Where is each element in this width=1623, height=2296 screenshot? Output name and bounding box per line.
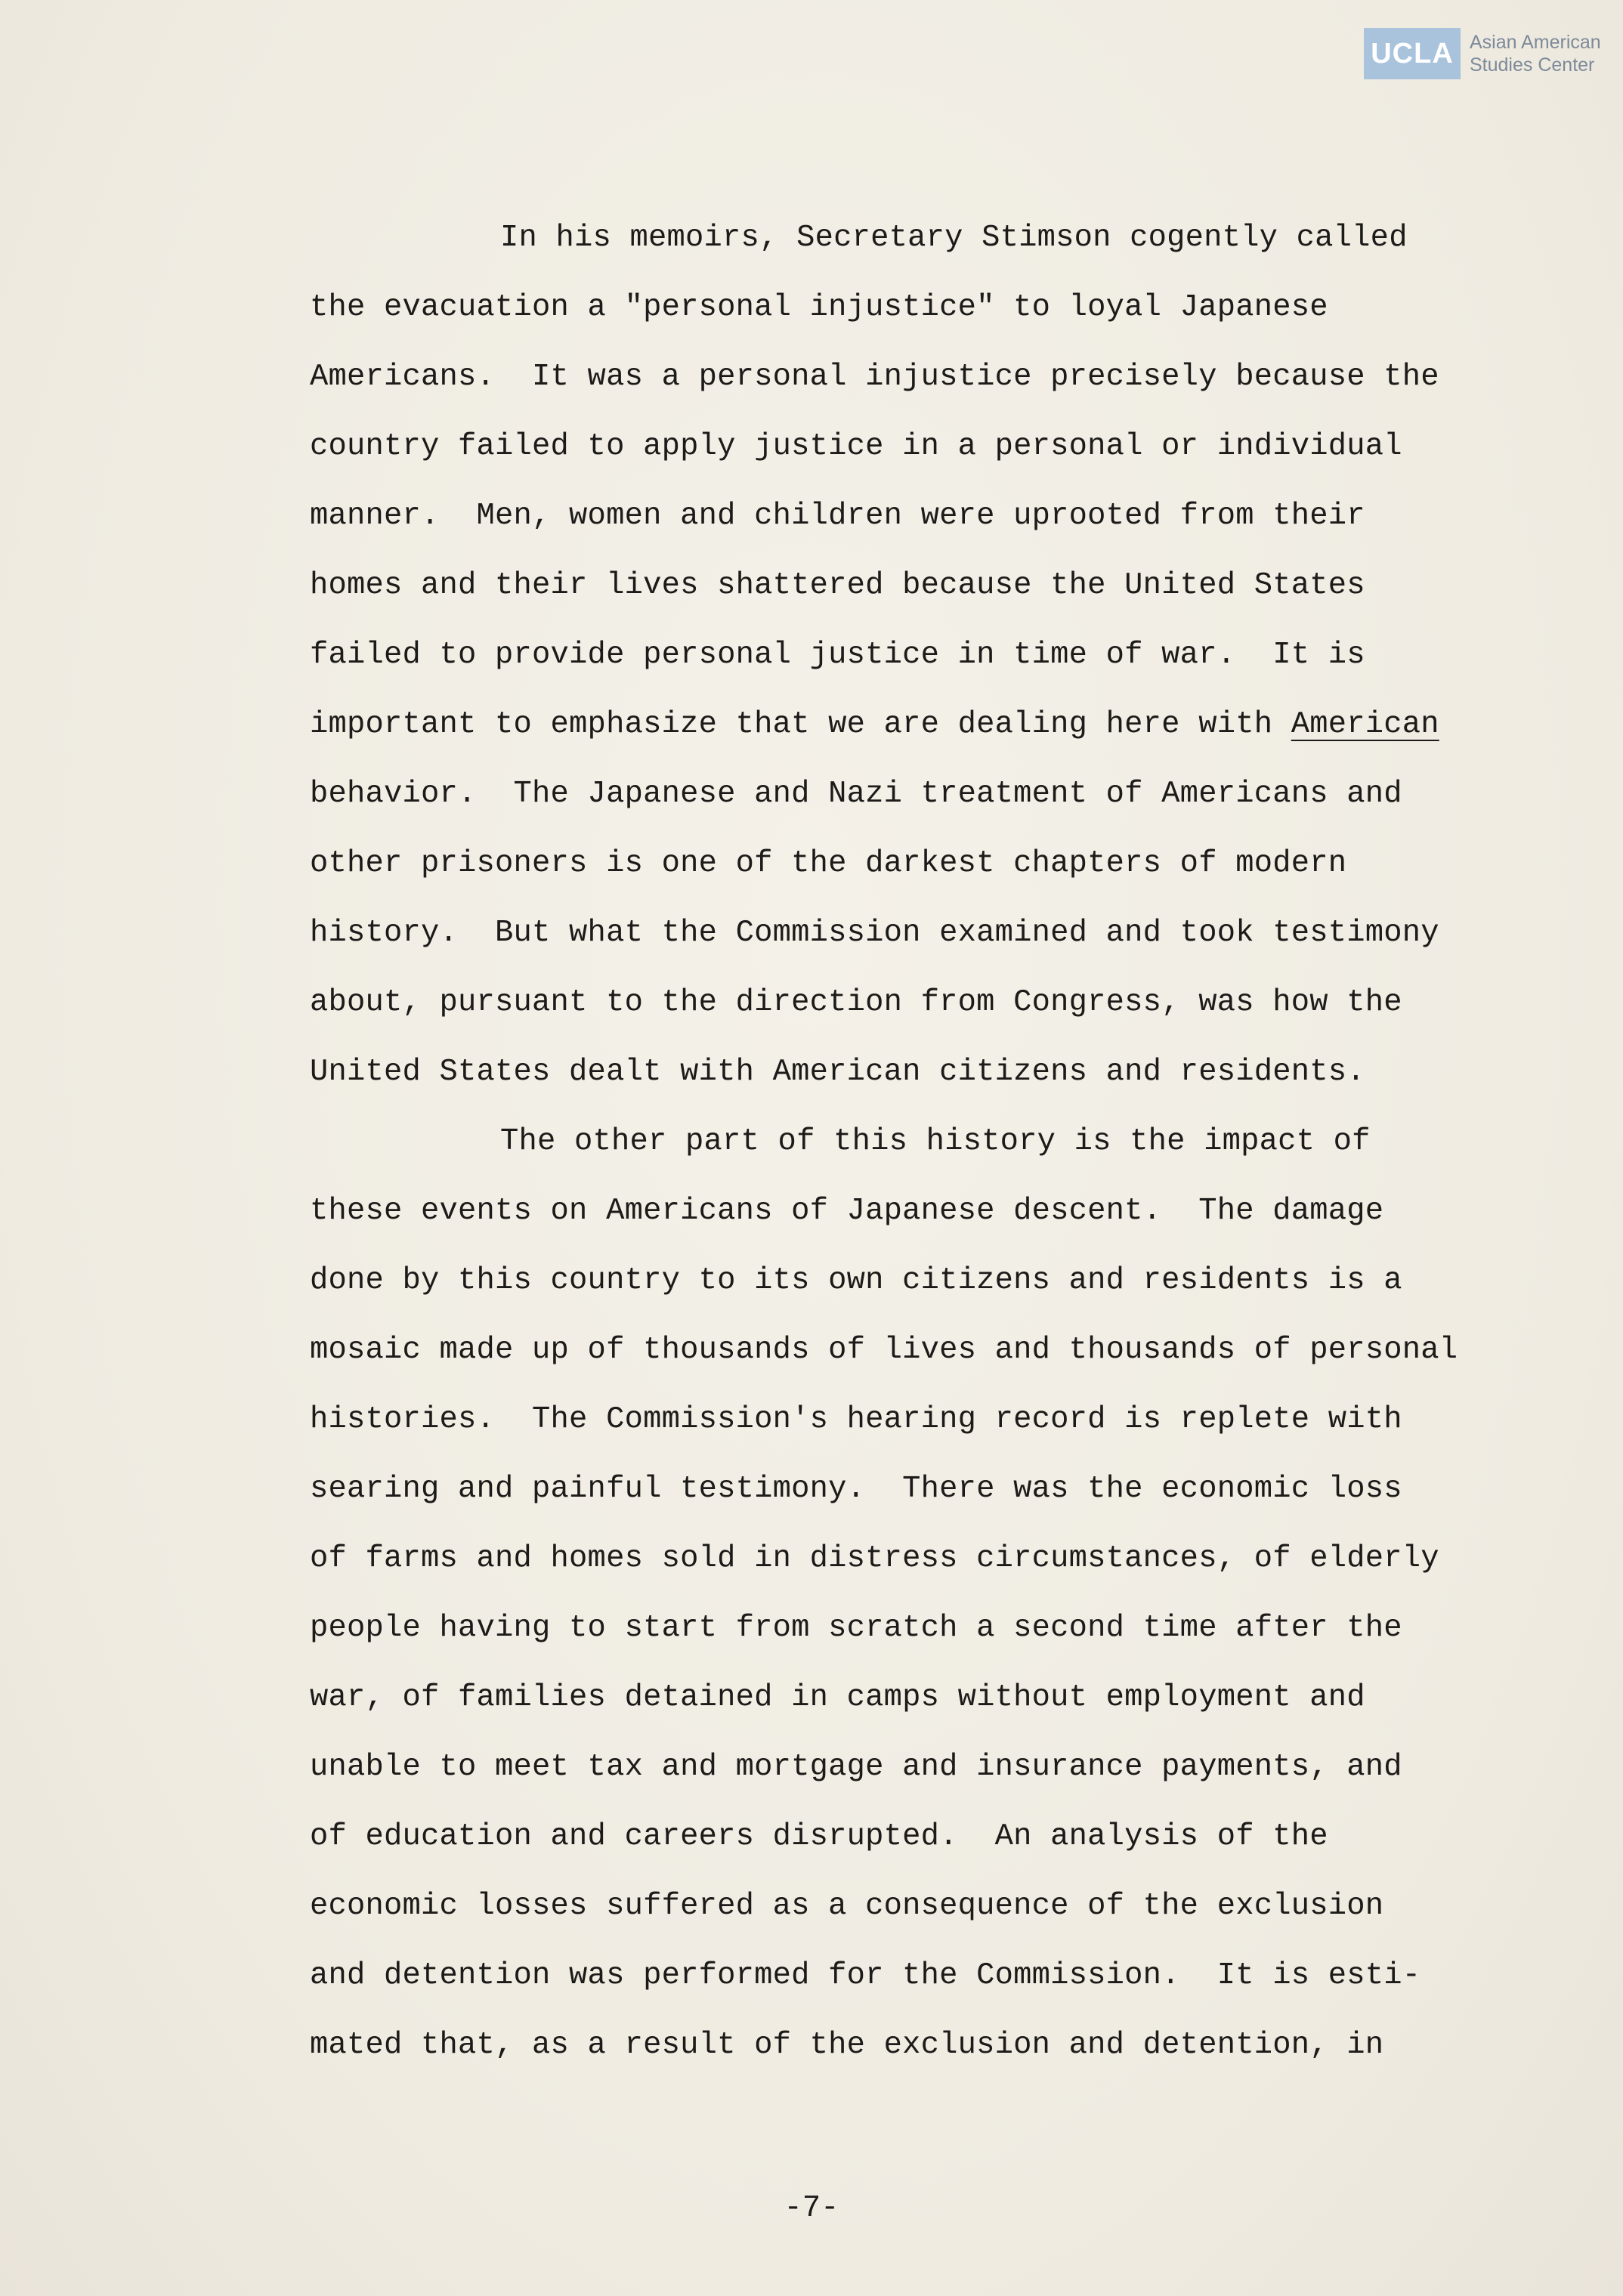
ucla-logo: UCLA [1364,28,1461,79]
text-line: of farms and homes sold in distress circumstances, of elderly [310,1541,1439,1576]
text-line: behavior. The Japanese and Nazi treatment of Americans and [310,777,1402,811]
text-line: economic losses suffered as a consequence of the exclusion [310,1889,1384,1924]
text-line: In his memoirs, Secretary Stimson cogently called [500,221,1408,255]
text-line: these events on Americans of Japanese descent. The damage [310,1194,1384,1228]
text-line: manner. Men, women and children were uprooted from their [310,499,1365,533]
text-line: Americans. It was a personal injustice precisely because the [310,360,1439,394]
text-line: failed to provide personal justice in time of war. It is [310,638,1365,672]
watermark-line-2: Studies Center [1470,54,1595,76]
text-line-with-emphasis [310,706,1439,743]
text-line: country failed to apply justice in a personal or individual [310,429,1402,464]
text-line: of education and careers disrupted. An analysis of the [310,1819,1328,1854]
watermark-line-1: Asian American [1470,32,1601,53]
text-line: mosaic made up of thousands of lives and thousands of personal [310,1333,1458,1367]
text-line: United States dealt with American citizens and residents. [310,1055,1365,1089]
text-line: mated that, as a result of the exclusion and detention, in [310,2028,1384,2063]
page-number: -7- [784,2191,839,2226]
ucla-aasc-watermark [1364,28,1601,79]
text-line: about, pursuant to the direction from Congress, was how the [310,985,1402,1020]
text-line: and detention was performed for the Commission. It is esti- [310,1958,1421,1993]
text-line-start: important to emphasize that we are dealing here with [310,707,1291,742]
text-line: done by this country to its own citizens and residents is a [310,1263,1402,1298]
text-line: the evacuation a "personal injustice" to loyal Japanese [310,290,1328,325]
text-line: homes and their lives shattered because the United States [310,568,1365,603]
text-line: unable to meet tax and mortgage and insurance payments, and [310,1750,1402,1785]
text-line: history. But what the Commission examined and took testimony [310,916,1439,950]
underlined-word: American [1291,707,1439,742]
text-line: The other part of this history is the impact of [500,1124,1371,1159]
text-line: war, of families detained in camps without employment and [310,1680,1365,1715]
text-line: searing and painful testimony. There was the economic loss [310,1472,1402,1506]
text-line: histories. The Commission's hearing record is replete with [310,1402,1402,1437]
text-line: other prisoners is one of the darkest chapters of modern [310,846,1347,881]
watermark-label [1470,31,1601,76]
text-line: people having to start from scratch a second time after the [310,1611,1402,1646]
